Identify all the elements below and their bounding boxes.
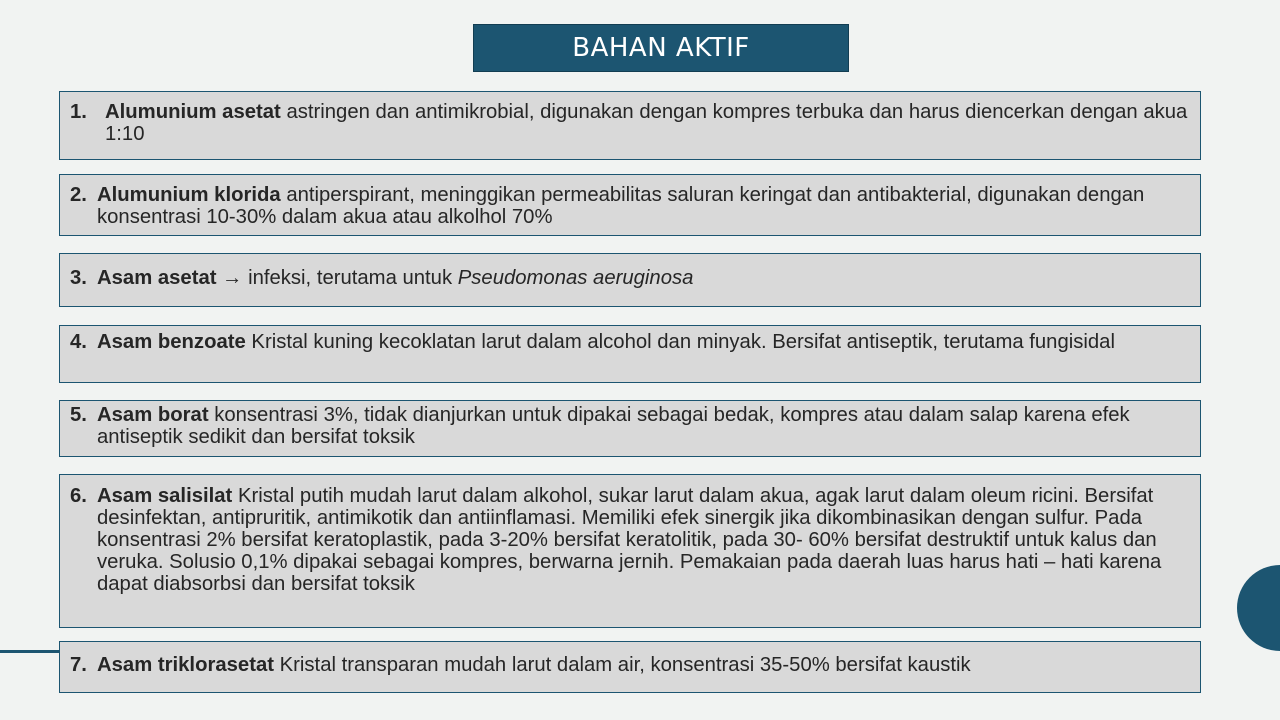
item-number: 5. (70, 404, 87, 426)
item-description: Kristal kuning kecoklatan larut dalam alcohol dan minyak. Bersifat antiseptik, terutama fungisidal (251, 331, 1115, 353)
item-description: konsentrasi 3%, tidak dianjurkan untuk dipakai sebagai bedak, kompres atau dalam salap karena efek antiseptik sedikit dan bersifat toksik (97, 404, 1130, 448)
item-description: Kristal putih mudah larut dalam alkohol, sukar larut dalam akua, agak larut dalam oleum ricini. Bersifat desinfektan, antipruritik, antimikotik dan antiinflamasi. Memiliki efek sinergik jika dikombinasikan dengan sulfur. Pada konsentrasi 2% bersifat keratoplastik, pada 3-20% bersifat keratolitik, pada 30- 60% bersifat destruktif untuk kalus dan veruka. Solusio 0,1% dipakai sebagai kompres, berwarna jernih. Pemakaian pada daerah luas harus hati – hati karena dapat diabsorbsi dan bersifat toksik (97, 485, 1162, 595)
item-number: 4. (70, 331, 87, 353)
item-description: infeksi, terutama untuk (248, 267, 458, 289)
list-item-4 (59, 325, 1201, 383)
item-number: 6. (70, 485, 87, 507)
list-item-7 (59, 641, 1201, 693)
decorative-line (0, 650, 59, 653)
list-item-5 (59, 400, 1201, 457)
arrow-right-icon: → (222, 267, 243, 289)
page-title: BAHAN AKTIF (572, 33, 750, 63)
list-item-3 (59, 253, 1201, 307)
item-term: Asam salisilat (97, 485, 233, 507)
title-banner (473, 24, 849, 72)
item-description: Kristal transparan mudah larut dalam air, konsentrasi 35-50% bersifat kaustik (279, 654, 971, 676)
item-term: Alumunium asetat (105, 101, 281, 123)
item-term: Asam borat (97, 404, 209, 426)
item-description-italic: Pseudomonas aeruginosa (457, 267, 694, 289)
item-number: 7. (70, 654, 87, 676)
list-item-6 (59, 474, 1201, 628)
item-number: 3. (70, 267, 87, 289)
item-description: antiperspirant, meninggikan permeabilitas saluran keringat dan antibakterial, digunakan dengan konsentrasi 10-30% dalam akua atau alkolhol 70% (97, 184, 1145, 228)
item-description: astringen dan antimikrobial, digunakan dengan kompres terbuka dan harus diencerkan dengan akua 1:10 (105, 101, 1188, 145)
list-item-2 (59, 174, 1201, 236)
item-term: Alumunium klorida (97, 184, 281, 206)
item-term: Asam benzoate (97, 331, 246, 353)
decorative-circle (1237, 565, 1280, 651)
item-number: 2. (70, 184, 87, 206)
item-term: Asam asetat (97, 267, 217, 289)
item-term: Asam triklorasetat (97, 654, 274, 676)
item-number: 1. (70, 101, 87, 123)
list-item-1 (59, 91, 1201, 160)
